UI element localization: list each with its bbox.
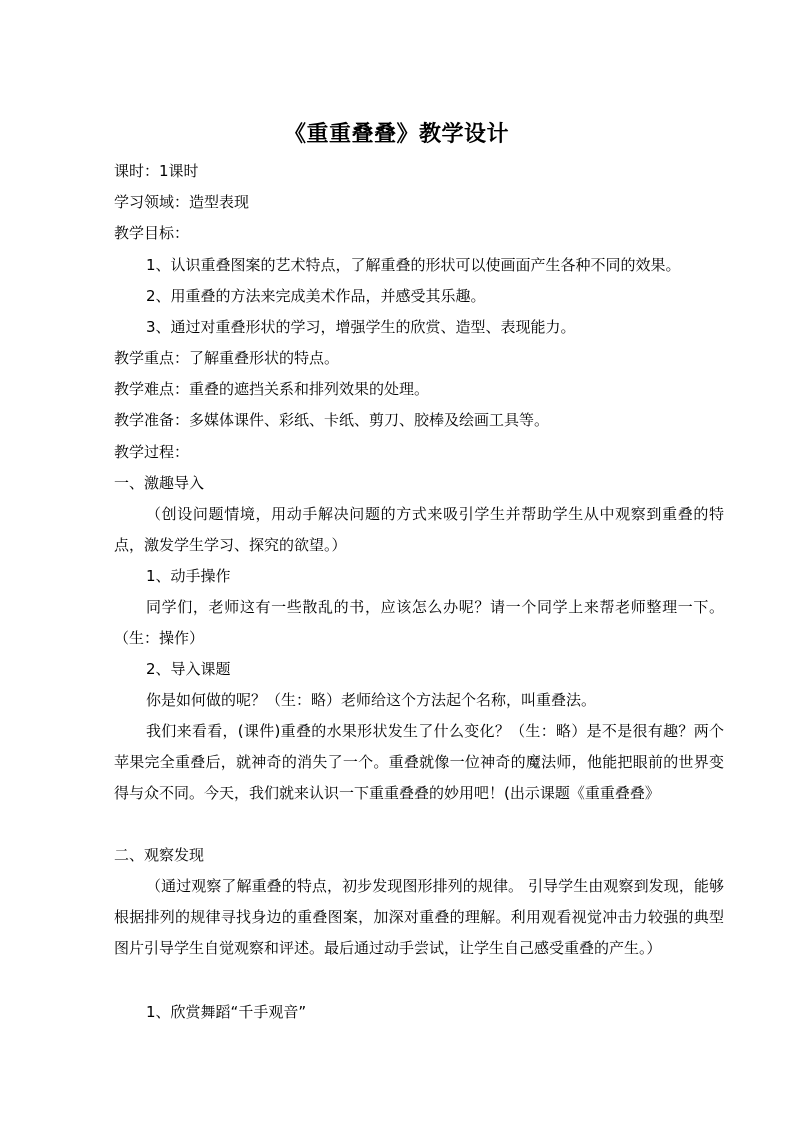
key-point: 教学重点：了解重叠形状的特点。 [114, 349, 340, 367]
document-title: 《重重叠叠》教学设计 [283, 122, 509, 147]
objectives-heading: 教学目标： [114, 224, 190, 242]
section-1-step-1-text: 同学们，老师这有一些散乱的书，应该怎么办呢？请一个同学上来帮老师整理一下。（生：操作） [114, 598, 724, 647]
objective-item: 1、认识重叠图案的艺术特点，了解重叠的形状可以使画面产生各种不同的效果。 [146, 256, 681, 274]
objective-item: 3、通过对重叠形状的学习，增强学生的欣赏、造型、表现能力。 [146, 318, 576, 336]
section-1-step-1-heading: 1、动手操作 [146, 567, 231, 585]
section-1-intro: （创设问题情境，用动手解决问题的方式来吸引学生并帮助学生从中观察到重叠的特点，激发学生学习、探究的欲望。） [114, 505, 724, 554]
preparation: 教学准备：多媒体课件、彩纸、卡纸、剪刀、胶棒及绘画工具等。 [114, 411, 550, 429]
section-2-heading: 二、观察发现 [114, 846, 205, 864]
process-heading: 教学过程： [114, 443, 190, 461]
learning-field: 学习领域：造型表现 [114, 193, 250, 211]
section-1-heading: 一、激趣导入 [114, 474, 205, 492]
section-1-step-2-text-2: 我们来看看，(课件)重叠的水果形状发生了什么变化？（生：略）是不是很有趣？两个苹果完全重叠后，就神奇的消失了一个。重叠就像一位神奇的魔法师，他能把眼前的世界变得与众不同。今天，我们就来认识一下重重叠叠的妙用吧！(出示课题《重重叠叠》 [114, 722, 724, 802]
section-2-intro: （通过观察了解重叠的特点，初步发现图形排列的规律。 引导学生由观察到发现，能够根据排列的规律寻找身边的重叠图案，加深对重叠的理解。利用观看视觉冲击力较强的典型图片引导学生自觉观察和评述。最后通过动手尝试，让学生自己感受重叠的产生。） [114, 877, 724, 957]
difficulty: 教学难点：重叠的遮挡关系和排列效果的处理。 [114, 380, 430, 398]
class-hours: 课时：1课时 [114, 162, 199, 180]
section-1-step-2-heading: 2、导入课题 [146, 660, 231, 678]
section-2-step-1-heading: 1、欣赏舞蹈“千手观音” [146, 1003, 307, 1021]
objective-item: 2、用重叠的方法来完成美术作品，并感受其乐趣。 [146, 287, 486, 305]
section-1-step-2-text-1: 你是如何做的呢？（生：略）老师给这个方法起个名称，叫重叠法。 [146, 691, 597, 709]
